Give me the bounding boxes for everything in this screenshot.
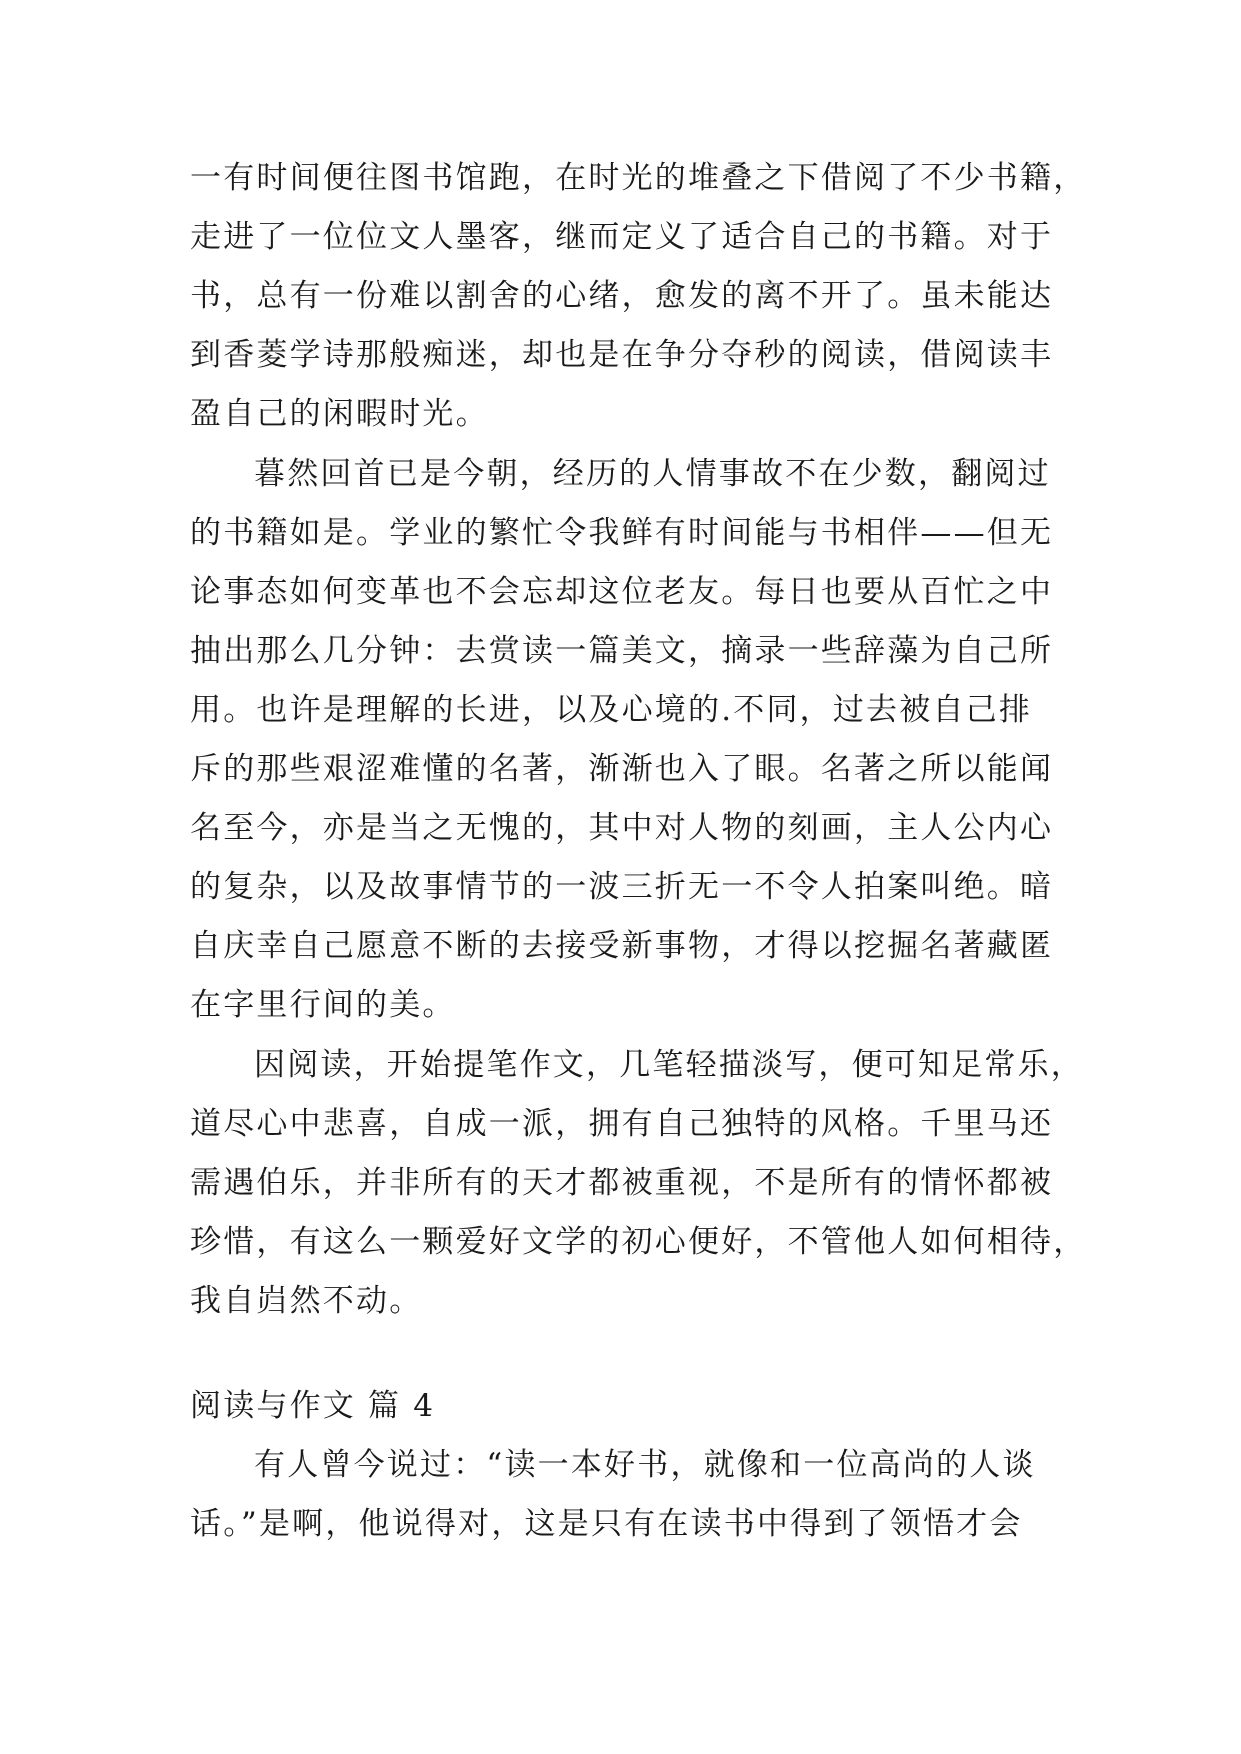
text-line: 自庆幸自己愿意不断的去接受新事物，才得以挖掘名著藏匿: [190, 928, 1054, 964]
text-line: 话。”是啊，他说得对，这是只有在读书中得到了领悟才会: [190, 1506, 1023, 1542]
text-line: 抽出那么几分钟：去赏读一篇美文，摘录一些辞藻为自己所: [190, 633, 1054, 669]
text-line: 的复杂，以及故事情节的一波三折无一不令人拍案叫绝。暗: [190, 869, 1054, 905]
section-heading: 阅读与作文 篇 4: [190, 1388, 436, 1424]
text-line: 到香菱学诗那般痴迷，却也是在争分夺秒的阅读，借阅读丰: [190, 337, 1054, 373]
text-line: 斥的那些艰涩难懂的名著，渐渐也入了眼。名著之所以能闻: [190, 751, 1054, 787]
text-line: 名至今，亦是当之无愧的，其中对人物的刻画，主人公内心: [190, 810, 1054, 846]
text-line: 在字里行间的美。: [190, 987, 456, 1023]
text-line: 用。也许是理解的长进，以及心境的.不同，过去被自己排: [190, 692, 1033, 728]
text-line: 暮然回首已是今朝，经历的人情事故不在少数，翻阅过: [254, 456, 1051, 492]
text-line: 的书籍如是。学业的繁忙令我鲜有时间能与书相伴——但无: [190, 515, 1054, 551]
text-line: 因阅读，开始提笔作文，几笔轻描淡写，便可知足常乐，: [254, 1047, 1084, 1083]
text-line: 书，总有一份难以割舍的心绪，愈发的离不开了。虽未能达: [190, 278, 1054, 314]
text-line: 盈自己的闲暇时光。: [190, 396, 489, 432]
text-line: 走进了一位位文人墨客，继而定义了适合自己的书籍。对于: [190, 219, 1054, 255]
text-line: 道尽心中悲喜，自成一派，拥有自己独特的风格。千里马还: [190, 1106, 1054, 1142]
text-line: 需遇伯乐，并非所有的天才都被重视，不是所有的情怀都被: [190, 1165, 1054, 1201]
text-line: 有人曾今说过：“读一本好书，就像和一位高尚的人谈: [254, 1447, 1036, 1483]
text-line: 珍惜，有这么一颗爱好文学的初心便好，不管他人如何相待，: [190, 1224, 1087, 1260]
text-line: 一有时间便往图书馆跑，在时光的堆叠之下借阅了不少书籍，: [190, 160, 1087, 196]
text-line: 我自岿然不动。: [190, 1283, 423, 1319]
text-line: 论事态如何变革也不会忘却这位老友。每日也要从百忙之中: [190, 574, 1054, 610]
